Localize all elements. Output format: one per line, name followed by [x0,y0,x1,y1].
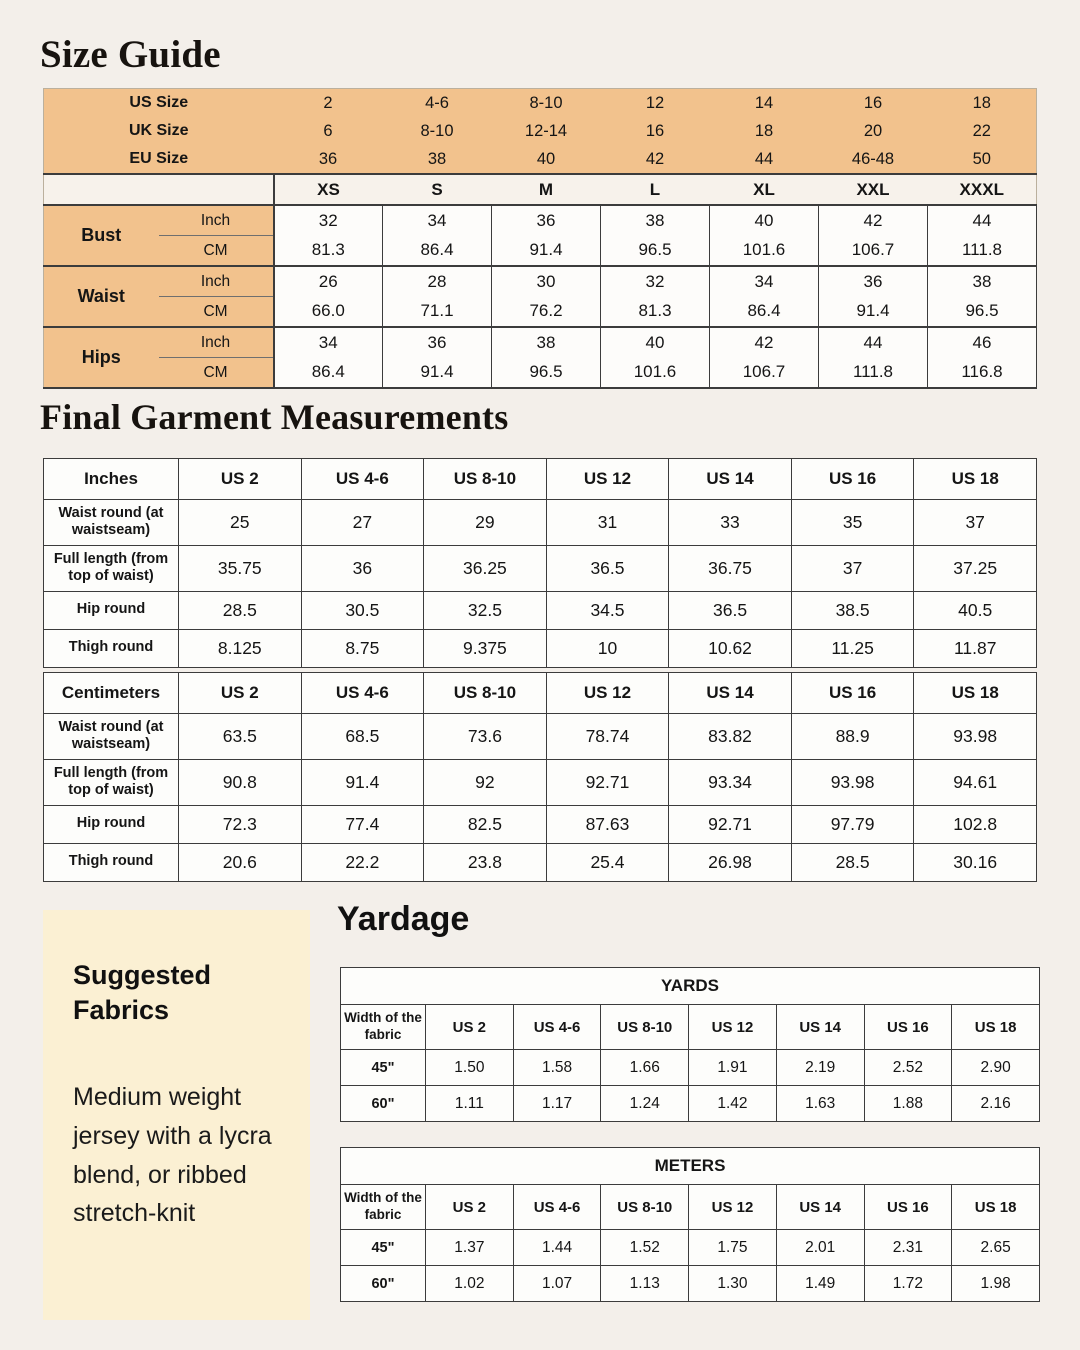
yardage-value-cell: 2.31 [864,1230,952,1266]
yardage-value-cell: 2.90 [952,1050,1040,1086]
garment-data-row [44,843,1037,881]
yardage-value-cell: 2.65 [952,1230,1040,1266]
measurement-value-cell: 36 [383,327,492,358]
yardage-row-label: 45" [341,1230,426,1266]
measurement-value-cell: 38 [492,327,601,358]
size-conversion-value: 42 [601,145,710,174]
measurement-value-cell: 86.4 [274,358,383,389]
suggested-fabrics-panel [43,910,310,1320]
size-conversion-value: 36 [274,145,383,174]
garment-size-column-header: US 2 [179,673,302,714]
unit-label-inch: Inch [159,266,274,297]
garment-header-row [44,459,1037,500]
size-conversion-value: 12-14 [492,117,601,145]
yardage-value-cell: 1.37 [426,1230,514,1266]
garment-size-column-header: US 12 [546,673,669,714]
garment-size-column-header: US 16 [791,673,914,714]
garment-row-label: Thigh round [44,629,179,667]
garment-value-cell: 63.5 [179,714,302,760]
measurement-value-cell: 30 [492,266,601,297]
garment-value-cell: 72.3 [179,805,302,843]
garment-data-row [44,759,1037,805]
measurement-value-cell: 91.4 [819,297,928,328]
size-conversion-row [44,145,1037,174]
measurement-value-cell: 81.3 [274,236,383,267]
measurement-value-cell: 34 [710,266,819,297]
size-conversion-value: 16 [819,89,928,118]
yardage-value-cell: 1.44 [513,1230,601,1266]
measurement-value-cell: 116.8 [928,358,1037,389]
garment-row-label: Hip round [44,591,179,629]
measurement-row [44,266,1037,297]
yardage-value-cell: 1.72 [864,1266,952,1302]
garment-value-cell: 36.5 [669,591,792,629]
size-conversion-value: 2 [274,89,383,118]
garment-value-cell: 92.71 [669,805,792,843]
size-system-label: UK Size [44,117,274,145]
measurement-row [44,297,1037,328]
yardage-value-cell: 1.58 [513,1050,601,1086]
size-conversion-value: 50 [928,145,1037,174]
measurement-value-cell: 40 [601,327,710,358]
yardage-row-label: 60" [341,1086,426,1122]
garment-row-label: Full length (from top of waist) [44,545,179,591]
measurement-value-cell: 26 [274,266,383,297]
garment-value-cell: 35.75 [179,545,302,591]
garment-value-cell: 33 [669,500,792,546]
garment-data-row [44,805,1037,843]
yardage-value-cell: 1.07 [513,1266,601,1302]
yardage-size-column-header: US 14 [776,1185,864,1230]
garment-value-cell: 37.25 [914,545,1037,591]
yardage-size-column-header: US 18 [952,1185,1040,1230]
garment-value-cell: 34.5 [546,591,669,629]
size-conversion-value: 18 [710,117,819,145]
size-letter-cell: L [601,174,710,205]
yardage-value-cell: 2.16 [952,1086,1040,1122]
size-conversion-row [44,117,1037,145]
garment-value-cell: 73.6 [424,714,547,760]
measurement-group-label: Bust [44,205,159,266]
yardage-value-cell: 1.11 [426,1086,514,1122]
measurement-value-cell: 96.5 [601,236,710,267]
yardage-value-cell: 2.52 [864,1050,952,1086]
measurement-value-cell: 42 [710,327,819,358]
garment-value-cell: 36 [301,545,424,591]
garment-value-cell: 11.25 [791,629,914,667]
yardage-data-row [341,1050,1040,1086]
size-conversion-value: 18 [928,89,1037,118]
yardage-value-cell: 1.50 [426,1050,514,1086]
yardage-value-cell: 1.52 [601,1230,689,1266]
garment-value-cell: 94.61 [914,759,1037,805]
size-conversion-value: 22 [928,117,1037,145]
yardage-value-cell: 1.02 [426,1266,514,1302]
garment-row-label: Hip round [44,805,179,843]
garment-data-row [44,714,1037,760]
unit-label-cm: CM [159,297,274,328]
yardage-value-cell: 2.19 [776,1050,864,1086]
garment-data-row [44,629,1037,667]
garment-value-cell: 25 [179,500,302,546]
size-conversion-value: 40 [492,145,601,174]
garment-value-cell: 30.5 [301,591,424,629]
garment-value-cell: 68.5 [301,714,424,760]
yardage-meters-table [340,1147,1040,1302]
measurement-value-cell: 106.7 [819,236,928,267]
garment-value-cell: 93.98 [914,714,1037,760]
measurement-value-cell: 36 [492,205,601,236]
garment-value-cell: 22.2 [301,843,424,881]
size-letter-cell: XL [710,174,819,205]
yardage-value-cell: 1.66 [601,1050,689,1086]
yardage-size-column-header: US 8-10 [601,1185,689,1230]
measurement-row [44,205,1037,236]
yardage-value-cell: 1.13 [601,1266,689,1302]
measurement-value-cell: 44 [928,205,1037,236]
garment-value-cell: 8.125 [179,629,302,667]
size-system-label: US Size [44,89,274,118]
measurement-value-cell: 91.4 [492,236,601,267]
yardage-value-cell: 1.88 [864,1086,952,1122]
size-letter-cell: XXXL [928,174,1037,205]
garment-value-cell: 20.6 [179,843,302,881]
garment-value-cell: 102.8 [914,805,1037,843]
measurement-value-cell: 96.5 [928,297,1037,328]
garment-value-cell: 10.62 [669,629,792,667]
garment-size-column-header: US 12 [546,459,669,500]
garment-value-cell: 91.4 [301,759,424,805]
measurement-value-cell: 34 [274,327,383,358]
measurement-value-cell: 101.6 [601,358,710,389]
garment-size-column-header: US 2 [179,459,302,500]
yardage-unit-header: METERS [341,1148,1040,1185]
yardage-value-cell: 1.24 [601,1086,689,1122]
garment-data-row [44,500,1037,546]
garment-value-cell: 35 [791,500,914,546]
garment-row-label: Waist round (at waistseam) [44,500,179,546]
garment-value-cell: 10 [546,629,669,667]
yardage-value-cell: 1.75 [689,1230,777,1266]
yardage-value-cell: 1.42 [689,1086,777,1122]
yardage-size-column-header: US 16 [864,1185,952,1230]
yardage-yards-table [340,967,1040,1122]
yardage-value-cell: 1.17 [513,1086,601,1122]
suggested-fabrics-text: Medium weight jersey with a lycra blend, or ribbed stretch-knit [73,1083,272,1228]
measurement-value-cell: 76.2 [492,297,601,328]
size-conversion-value: 12 [601,89,710,118]
size-guide-title: Size Guide [40,33,221,76]
size-conversion-value: 6 [274,117,383,145]
garment-value-cell: 37 [791,545,914,591]
garment-data-row [44,591,1037,629]
yardage-row-label: 60" [341,1266,426,1302]
measurement-row [44,236,1037,267]
garment-measurements-title: Final Garment Measurements [40,397,509,437]
yardage-row-label: 45" [341,1050,426,1086]
garment-centimeters-table [43,672,1037,882]
garment-size-column-header: US 14 [669,459,792,500]
garment-row-label: Waist round (at waistseam) [44,714,179,760]
garment-value-cell: 92.71 [546,759,669,805]
measurement-value-cell: 34 [383,205,492,236]
size-letters-spacer [44,174,274,205]
garment-value-cell: 36.75 [669,545,792,591]
garment-value-cell: 93.98 [791,759,914,805]
size-letter-cell: S [383,174,492,205]
garment-size-column-header: US 4-6 [301,673,424,714]
yardage-value-cell: 1.91 [689,1050,777,1086]
garment-data-row [44,545,1037,591]
measurement-value-cell: 96.5 [492,358,601,389]
garment-value-cell: 83.82 [669,714,792,760]
measurement-value-cell: 42 [819,205,928,236]
measurement-value-cell: 71.1 [383,297,492,328]
garment-value-cell: 23.8 [424,843,547,881]
unit-label-cm: CM [159,358,274,389]
garment-value-cell: 97.79 [791,805,914,843]
garment-size-column-header: US 14 [669,673,792,714]
yardage-unit-header: YARDS [341,968,1040,1005]
unit-label-cm: CM [159,236,274,267]
size-conversion-row [44,89,1037,118]
size-guide-table [43,88,1037,389]
yardage-data-row [341,1266,1040,1302]
garment-size-column-header: US 16 [791,459,914,500]
garment-value-cell: 88.9 [791,714,914,760]
measurement-value-cell: 38 [928,266,1037,297]
yardage-value-cell: 1.49 [776,1266,864,1302]
measurement-value-cell: 101.6 [710,236,819,267]
garment-header-row [44,673,1037,714]
yardage-width-label: Width of the fabric [341,1005,426,1050]
garment-value-cell: 77.4 [301,805,424,843]
yardage-size-column-header: US 12 [689,1005,777,1050]
size-conversion-value: 44 [710,145,819,174]
measurement-value-cell: 40 [710,205,819,236]
measurement-value-cell: 66.0 [274,297,383,328]
size-letters-row [44,174,1037,205]
garment-value-cell: 78.74 [546,714,669,760]
yardage-size-column-header: US 8-10 [601,1005,689,1050]
suggested-fabrics-title: Suggested Fabrics [73,960,212,1026]
measurement-value-cell: 111.8 [819,358,928,389]
size-conversion-value: 46-48 [819,145,928,174]
garment-value-cell: 9.375 [424,629,547,667]
size-letter-cell: M [492,174,601,205]
garment-value-cell: 38.5 [791,591,914,629]
size-conversion-value: 16 [601,117,710,145]
garment-row-label: Thigh round [44,843,179,881]
garment-value-cell: 25.4 [546,843,669,881]
yardage-size-column-header: US 2 [426,1005,514,1050]
yardage-columns-row [341,1005,1040,1050]
measurement-value-cell: 86.4 [383,236,492,267]
yardage-title: Yardage [337,900,470,938]
garment-row-label: Full length (from top of waist) [44,759,179,805]
measurement-value-cell: 91.4 [383,358,492,389]
garment-value-cell: 36.5 [546,545,669,591]
measurement-row [44,327,1037,358]
garment-size-column-header: US 4-6 [301,459,424,500]
garment-value-cell: 11.87 [914,629,1037,667]
measurement-value-cell: 36 [819,266,928,297]
garment-value-cell: 90.8 [179,759,302,805]
size-conversion-value: 8-10 [492,89,601,118]
yardage-size-column-header: US 4-6 [513,1185,601,1230]
measurement-value-cell: 106.7 [710,358,819,389]
yardage-size-column-header: US 4-6 [513,1005,601,1050]
size-letter-cell: XS [274,174,383,205]
size-conversion-value: 14 [710,89,819,118]
measurement-value-cell: 28 [383,266,492,297]
yardage-size-column-header: US 14 [776,1005,864,1050]
measurement-value-cell: 32 [601,266,710,297]
measurement-group-label: Waist [44,266,159,327]
size-letter-cell: XXL [819,174,928,205]
garment-size-column-header: US 8-10 [424,673,547,714]
garment-value-cell: 36.25 [424,545,547,591]
garment-size-column-header: US 8-10 [424,459,547,500]
unit-label-inch: Inch [159,205,274,236]
garment-value-cell: 27 [301,500,424,546]
measurement-value-cell: 46 [928,327,1037,358]
yardage-unit-header-row [341,968,1040,1005]
garment-size-column-header: US 18 [914,673,1037,714]
yardage-data-row [341,1230,1040,1266]
size-conversion-value: 4-6 [383,89,492,118]
measurement-value-cell: 111.8 [928,236,1037,267]
measurement-value-cell: 38 [601,205,710,236]
garment-value-cell: 31 [546,500,669,546]
measurement-group-label: Hips [44,327,159,388]
yardage-unit-header-row [341,1148,1040,1185]
yardage-data-row [341,1086,1040,1122]
yardage-width-label: Width of the fabric [341,1185,426,1230]
yardage-size-column-header: US 16 [864,1005,952,1050]
garment-value-cell: 93.34 [669,759,792,805]
garment-inches-table [43,458,1037,668]
yardage-value-cell: 1.98 [952,1266,1040,1302]
measurement-value-cell: 32 [274,205,383,236]
garment-value-cell: 40.5 [914,591,1037,629]
garment-unit-header: Inches [44,459,179,500]
size-conversion-value: 20 [819,117,928,145]
garment-value-cell: 30.16 [914,843,1037,881]
yardage-value-cell: 1.30 [689,1266,777,1302]
garment-unit-header: Centimeters [44,673,179,714]
yardage-value-cell: 1.63 [776,1086,864,1122]
yardage-size-column-header: US 2 [426,1185,514,1230]
unit-label-inch: Inch [159,327,274,358]
garment-value-cell: 26.98 [669,843,792,881]
size-conversion-value: 8-10 [383,117,492,145]
yardage-size-column-header: US 18 [952,1005,1040,1050]
size-conversion-value: 38 [383,145,492,174]
garment-value-cell: 37 [914,500,1037,546]
garment-value-cell: 87.63 [546,805,669,843]
measurement-row [44,358,1037,389]
garment-value-cell: 29 [424,500,547,546]
yardage-size-column-header: US 12 [689,1185,777,1230]
garment-value-cell: 92 [424,759,547,805]
garment-value-cell: 8.75 [301,629,424,667]
measurement-value-cell: 81.3 [601,297,710,328]
measurement-value-cell: 86.4 [710,297,819,328]
yardage-columns-row [341,1185,1040,1230]
garment-value-cell: 28.5 [791,843,914,881]
yardage-value-cell: 2.01 [776,1230,864,1266]
garment-value-cell: 32.5 [424,591,547,629]
garment-value-cell: 28.5 [179,591,302,629]
garment-value-cell: 82.5 [424,805,547,843]
garment-size-column-header: US 18 [914,459,1037,500]
measurement-value-cell: 44 [819,327,928,358]
size-system-label: EU Size [44,145,274,174]
